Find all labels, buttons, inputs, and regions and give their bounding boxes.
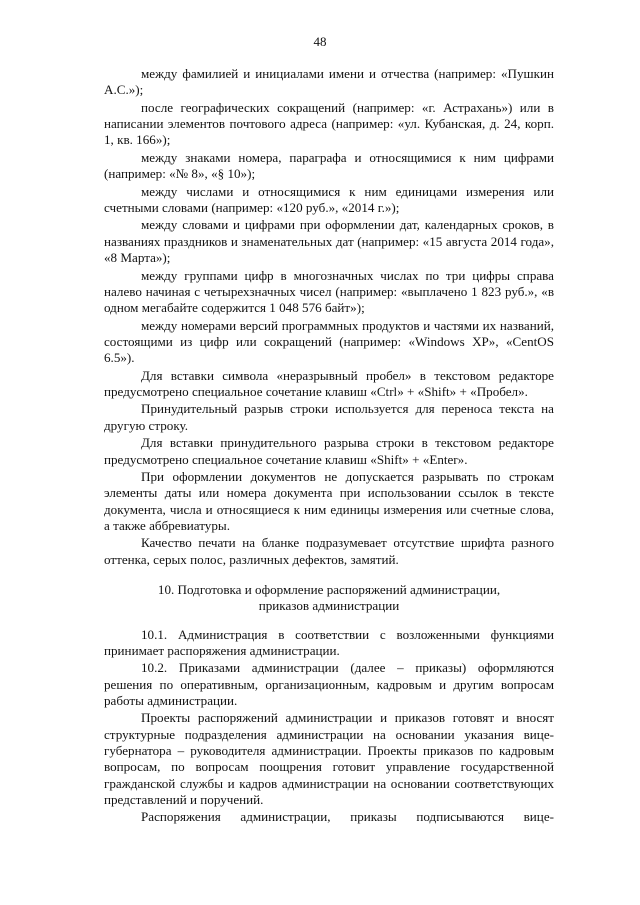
section-heading [104, 582, 554, 615]
paragraph: между номерами версий программных продуктов и частями их названий, состоящими из цифр или сокращений (например: «Windows XP», «CentOS 6.5»). [104, 317, 554, 366]
paragraph: Качество печати на бланке подразумевает отсутствие шрифта разного оттенка, серых полос, различных дефектов, замятий. [104, 535, 554, 567]
paragraph: после географических сокращений (например: «г. Астрахань») или в написании элементов почтового адреса (например: «ул. Кубанская, д. 24, корп. 1, кв. 166»); [104, 99, 554, 148]
document-body [104, 66, 554, 827]
paragraph: 10.2. Приказами администрации (далее – приказы) оформляются решения по оперативным, организационным, кадровым и другим вопросам работы администрации. [104, 660, 554, 708]
page-number: 48 [313, 34, 327, 49]
paragraph: Для вставки принудительного разрыва строки в текстовом редакторе предусмотрено специальное сочетание клавиш «Shift» + «Enter». [104, 435, 554, 467]
paragraph: Для вставки символа «неразрывный пробел» в текстовом редакторе предусмотрено специальное сочетание клавиш «Ctrl» + «Shift» + «Пробел». [104, 367, 554, 399]
paragraph: между числами и относящимися к ним единицами измерения или счетными словами (например: «120 руб.», «2014 г.»); [104, 183, 554, 215]
section-heading-line: 10. Подготовка и оформление распоряжений администрации, [157, 581, 501, 597]
paragraph: 10.1. Администрация в соответствии с возложенными функциями принимает распоряжения администрации. [104, 626, 554, 658]
section-heading-line: приказов администрации [258, 598, 400, 614]
paragraph-continued: Распоряжения администрации, приказы подписываются вице- [141, 809, 554, 825]
paragraph: Проекты распоряжений администрации и приказов готовят и вносят структурные подразделения администрации на основании указания вице-губернатора – руководителя администрации. Проекты приказов по кадровым вопросам, по вопросам поощрения готовит управление государственной гражданской службы и кадров администрации на основании соответствующих представлений и поручений. [104, 710, 554, 807]
paragraph: между группами цифр в многозначных числах по три цифры справа налево начиная с четырехзначных чисел (например: «выплачено 1 823 руб.», «в одном мегабайте содержится 1 048 576 байт»); [104, 267, 554, 316]
paragraph: Принудительный разрыв строки используется для переноса текста на другую строку. [104, 401, 554, 433]
paragraph: При оформлении документов не допускается разрывать по строкам элементы даты или номера документа при использовании ссылок в тексте документа, числа и относящиеся к ним единицы измерения или счетные слова, а также аббревиатуры. [104, 469, 554, 533]
paragraph: между знаками номера, параграфа и относящимися к ним цифрами (например: «№ 8», «§ 10»); [104, 149, 554, 182]
paragraph: между фамилией и инициалами имени и отчества (например: «Пушкин А.С.»); [104, 66, 554, 98]
paragraph: между словами и цифрами при оформлении дат, календарных сроков, в названиях праздников и знаменательных дат (например: «15 августа 2014 года», «8 Марта»); [104, 217, 554, 266]
